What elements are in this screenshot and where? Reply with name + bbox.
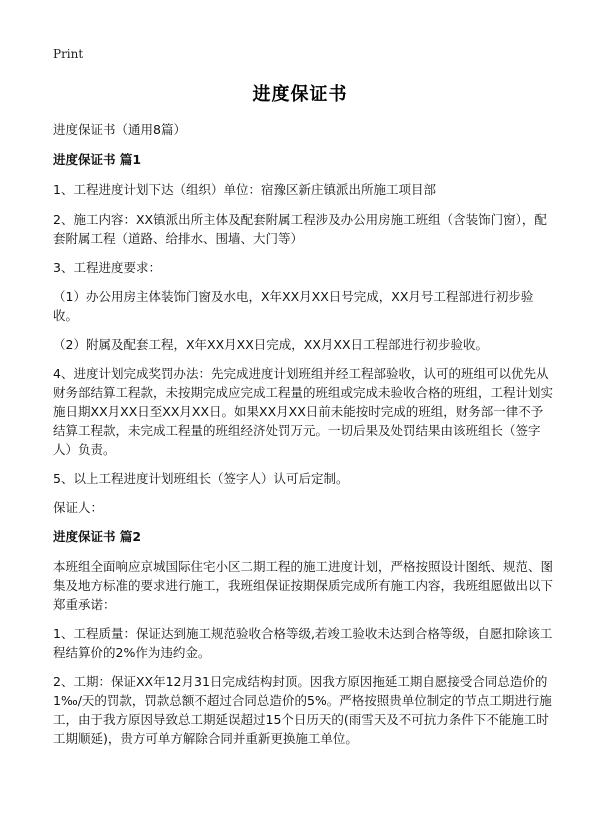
section-1-paragraph-4: （1）办公用房主体装饰门窗及水电，X年XX月XX日号完成，XX月号工程部进行初步验收。 <box>53 289 534 323</box>
section-2-paragraph-3: 2、工期：保证XX年12月31日完成结构封顶。因我方原因拖延工期自愿接受合同总造价的1‰/天的罚款，罚款总额不超过合同总造价的5%。严格按照贵单位制定的节点工期进行施工，由于我方原因导致总工期延误超过15个日历天的(雨雪天及不可抗力条件下不能施工时工期顺延)，贵方可单方解除合同并重新更换施工单位。 <box>53 674 552 746</box>
document-body <box>53 120 553 758</box>
print-label: Print <box>53 47 84 61</box>
section-1-paragraph-6: 4、进度计划完成奖罚办法：先完成进度计划班组并经工程部验收，认可的班组可以优先从财务部结算工程款，未按期完成应完成工程量的班组或完成未验收合格的班组，工程计划实施日期XX月XX日至XX月XX日。如果XX月XX日前未能按时完成的班组，财务部一律不予结算工程款，未完成工程量的班组经济处罚万元。一切后果及处罚结果由该班组长（签字人）负责。 <box>53 366 554 457</box>
document-subtitle: 进度保证书（通用8篇） <box>53 122 186 137</box>
section-2-heading: 进度保证书 篇2 <box>53 529 142 544</box>
section-1-paragraph-5: （2）附属及配套工程，X年XX月XX日完成，XX月XX日工程部进行初步验收。 <box>53 337 489 352</box>
section-1-heading: 进度保证书 篇1 <box>53 152 142 167</box>
section-1-paragraph-2: 2、施工内容：XX镇派出所主体及配套附属工程涉及办公用房施工班组（含装饰门窗），配套附属工程（道路、给排水、围墙、大门等） <box>53 212 547 246</box>
section-2-paragraph-2: 1、工程质量：保证达到施工规范验收合格等级,若竣工验收未达到合格等级，自愿扣除该工程结算价的2%作为违约金。 <box>53 626 553 660</box>
section-1-paragraph-3: 3、工程进度要求： <box>53 260 161 275</box>
guarantor-label: 保证人： <box>53 500 104 515</box>
section-1-paragraph-1: 1、工程进度计划下达（组织）单位：宿豫区新庄镇派出所施工项目部 <box>53 182 436 197</box>
section-1-paragraph-7: 5、以上工程进度计划班组长（签字人）认可后定制。 <box>53 471 349 486</box>
page-title: 进度保证书 <box>252 84 348 105</box>
section-2-paragraph-1: 本班组全面响应京城国际住宅小区二期工程的施工进度计划，严格按照设计图纸、规范、图集及地方标准的要求进行施工，我班组保证按期保质完成所有施工内容，我班组愿做出以下郑重承诺： <box>53 559 554 612</box>
